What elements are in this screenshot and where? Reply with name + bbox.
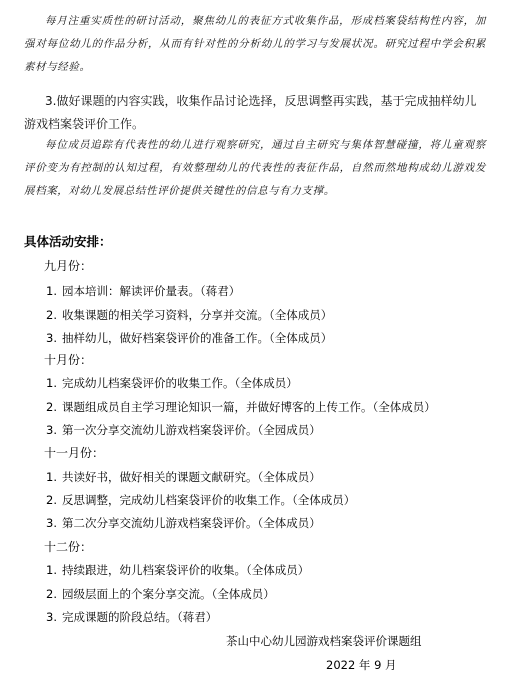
- list-item: [46, 584, 275, 604]
- month-label-november: 十一月份：: [44, 446, 105, 460]
- list-item-number: 1.: [46, 470, 57, 484]
- intro-paragraph-3: 每位成员追踪有代表性的幼儿进行观察研究，通过自主研究与集体智慧碰撞，将儿童观察评价变为有控制的认知过程，有效整理幼儿的代表性的表征作品，自然而然地构成幼儿游戏发展档案，对幼儿发展总结性评价提供关键性的信息与有力支撑。: [24, 139, 486, 197]
- list-item-number: 1.: [46, 376, 57, 390]
- list-item-number: 2.: [46, 308, 57, 322]
- list-item: [46, 467, 321, 487]
- list-item: [46, 560, 309, 580]
- list-item-text: 收集课题的相关学习资料，分享并交流。（全体成员）: [62, 308, 333, 322]
- list-item-text: 反思调整，完成幼儿档案袋评价的收集工作。（全体成员）: [62, 493, 356, 507]
- list-item: [46, 420, 321, 440]
- list-item-number: 1.: [46, 284, 57, 298]
- list-item-number: 3.: [46, 331, 57, 345]
- date: 2022 年 9 月: [326, 658, 397, 672]
- list-item-text: 持续跟进，幼儿档案袋评价的收集。（全体成员）: [62, 563, 310, 577]
- month-label-september: 九月份：: [44, 259, 93, 273]
- list-item-text: 共读好书，做好相关的课题文献研究。（全体成员）: [62, 470, 321, 484]
- list-item-number: 2.: [46, 493, 57, 507]
- list-item: [46, 305, 332, 325]
- list-item-text: 第一次分享交流幼儿游戏档案袋评价。（全园成员）: [62, 423, 321, 437]
- list-item: [46, 373, 298, 393]
- month-label-october: 十月份：: [44, 353, 93, 367]
- list-item: [46, 490, 355, 510]
- list-item: [46, 281, 240, 301]
- list-item: [46, 397, 436, 417]
- list-item-text: 园级层面上的个案分享交流。（全体成员）: [62, 587, 275, 601]
- month-label-december: 十二份：: [44, 540, 93, 554]
- list-item: [46, 328, 332, 348]
- intro-paragraph-2: 3.做好课题的内容实践，收集作品讨论选择，反思调整再实践，基于完成抽样幼儿游戏档案袋评价工作。: [24, 94, 477, 131]
- list-item-text: 园本培训：解读评价量表。（蒋君）: [62, 284, 241, 298]
- list-item-number: 3.: [46, 610, 57, 624]
- list-item-text: 抽样幼儿，做好档案袋评价的准备工作。（全体成员）: [62, 331, 333, 345]
- schedule-heading: 具体活动安排：: [24, 234, 112, 249]
- list-item-text: 课题组成员自主学习理论知识一篇，并做好博客的上传工作。（全体成员）: [62, 400, 436, 414]
- list-item-number: 3.: [46, 516, 57, 530]
- list-item: [46, 607, 217, 627]
- signature: 茶山中心幼儿园游戏档案袋评价课题组: [226, 634, 422, 648]
- list-item: [46, 513, 321, 533]
- list-item-text: 第二次分享交流幼儿游戏档案袋评价。（全体成员）: [62, 516, 321, 530]
- list-item-number: 2.: [46, 587, 57, 601]
- list-item-text: 完成课题的阶段总结。（蒋君）: [62, 610, 218, 624]
- intro-paragraph-1: 每月注重实质性的研讨活动，聚焦幼儿的表征方式收集作品，形成档案袋结构性内容，加强对每位幼儿的作品分析，从而有针对性的分析幼儿的学习与发展状况。研究过程中学会积累素材与经验。: [24, 15, 486, 73]
- list-item-number: 3.: [46, 423, 57, 437]
- list-item-number: 2.: [46, 400, 57, 414]
- list-item-text: 完成幼儿档案袋评价的收集工作。（全体成员）: [62, 376, 298, 390]
- list-item-number: 1.: [46, 563, 57, 577]
